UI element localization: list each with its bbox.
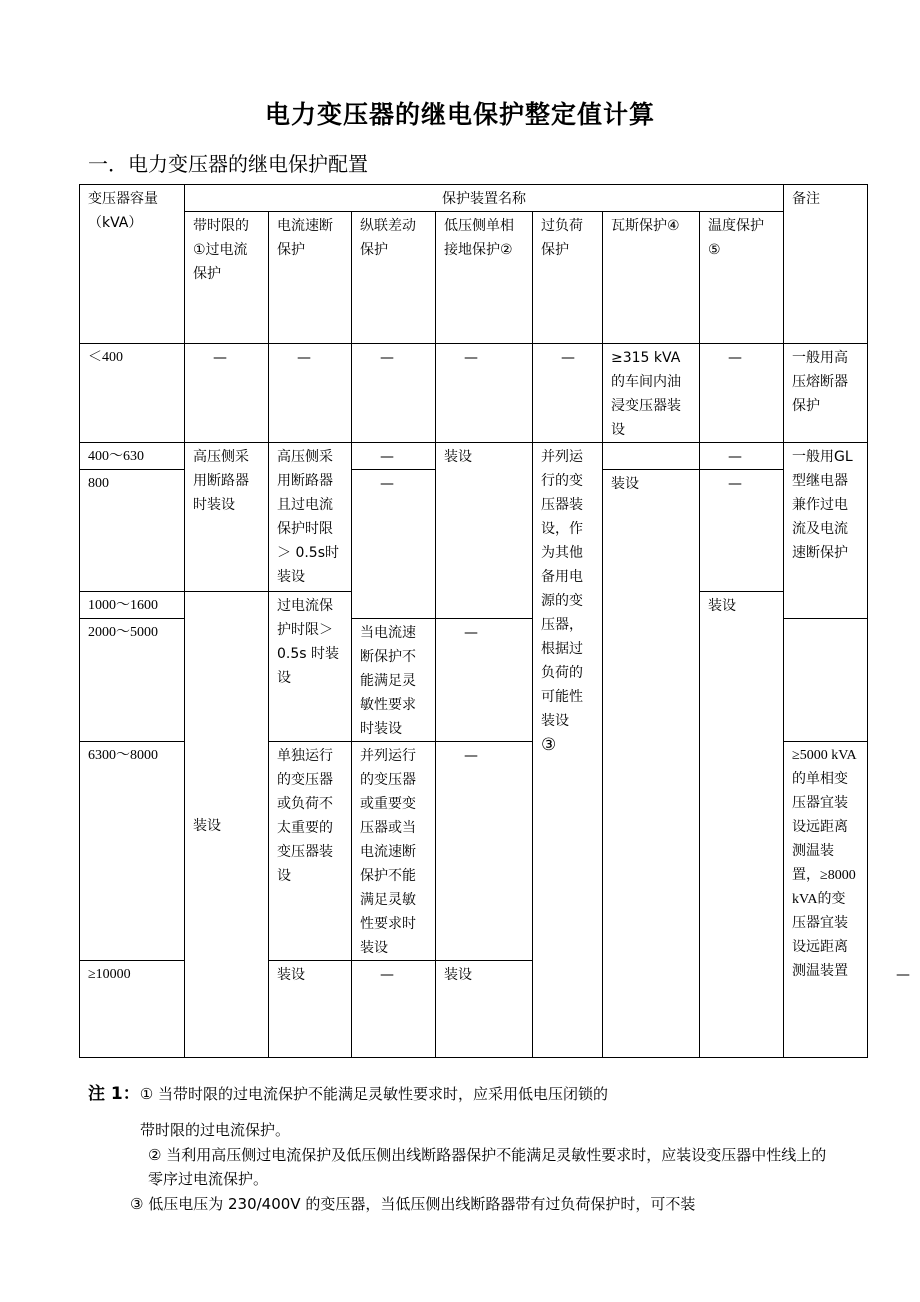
note-6300: ≥5000 kVA的单相变压器宜装设远距离测温装置，≥8000 kVA的变压器宜装设远距离测温装置 (784, 742, 868, 1058)
header-timed-overcurrent: 带时限的①过电流保护 (185, 212, 269, 344)
cell-c3-2000: 当电流速断保护不能满足灵敏性要求时装设 (352, 619, 436, 742)
cell-c2-400: 高压侧采用断路器且过电流保护时限＞ 0.5s时装设 (269, 443, 352, 592)
cell-c3-6300: 并列运行的变压器或重要变压器或当电流速断保护不能满足灵敏性要求时装设 (352, 742, 436, 961)
row-label-400-630: 400～630 (80, 443, 185, 470)
overload-text: 并列运行的变压器装设，作为其他备用电源的变压器，根据过负荷的可能性装设 (541, 449, 583, 729)
cell-overload-merged (533, 443, 603, 1058)
cell-dash: — (533, 344, 603, 443)
cell-gas-lt400: ≥315 kVA的车间内油浸变压器装设 (603, 344, 700, 443)
cell-dash: — (185, 344, 269, 443)
cell-dash: — (352, 470, 436, 619)
note-label: 注 1： (88, 1084, 140, 1104)
note-3: ③ 低压电压为 230/400V 的变压器，当低压侧出线断路器带有过负荷保护时，可不装 (130, 1195, 696, 1213)
cell-dash: — (269, 344, 352, 443)
cell-empty (603, 443, 700, 470)
protection-config-table: 变压器容量（kVA） 保护装置名称 备注 带时限的①过电流保护 电流速断保护 纵联差动保护 低压侧单相接地保护② 过负荷保护 瓦斯保护④ 温度保护⑤ ＜400 — — — — — ≥315 kVA的车间内油浸变压器装设 — 一般用高压熔断器保护 400～630 高压侧采用断路器时装设 高压侧采用断路器且过电流保护时限＞ 0.5s时装设 — 装设 并列运行的变压器装设，作为其他备用电源的变压器，根据过负荷的可能性装设 ③ — 一般用GL型继电器兼作过电流及电流速断保护 800 — 装设 — 1000～1600 装设 过电流保护时限＞0.5s 时装设 装设 2000～5000 当电流速断保护不能满足灵敏性要求时装设 — 6300～8000 单独运行的变压器或负荷不太重要的变压器装设 并列运行的变压器或重要变压器或当电流速断保护不能满足灵敏性要求时装设 — ≥5000 kVA的单相变压器宜装设远距离测温装置，≥8000 kVA的变压器宜装设远距离测温装置 ≥10000 装设 — 装设 — (79, 184, 868, 1058)
row-label-lt400: ＜400 (80, 344, 185, 443)
note-1 (88, 1080, 608, 1108)
cell-dash: — (700, 470, 784, 592)
cell-c2-1000: 过电流保护时限＞0.5s 时装设 (269, 592, 352, 742)
cell-dash: — (352, 443, 436, 470)
cell-c1-10000: 装设 (269, 961, 352, 1058)
note-1-line-b: 带时限的过电流保护。 (140, 1121, 291, 1139)
header-protection-group: 保护装置名称 (185, 185, 784, 212)
section-heading: 一．电力变压器的继电保护配置 (88, 152, 368, 176)
cell-gas-install: 装设 (603, 470, 700, 1058)
note-400: 一般用GL型继电器兼作过电流及电流速断保护 (784, 443, 868, 619)
overload-circle: ③ (541, 735, 557, 755)
row-label-6300-8000: 6300～8000 (80, 742, 185, 961)
cell-c1-400: 高压侧采用断路器时装设 (185, 443, 269, 592)
row-label-2000-5000: 2000～5000 (80, 619, 185, 742)
cell-c4-install: 装设 (436, 443, 533, 619)
cell-dash: — (700, 443, 784, 470)
page-title: 电力变压器的继电保护整定值计算 (264, 100, 655, 129)
cell-dash: — (352, 961, 436, 1058)
cell-dash: — (352, 344, 436, 443)
header-gas: 瓦斯保护④ (603, 212, 700, 344)
header-note: 备注 (784, 185, 868, 344)
header-capacity: 变压器容量（kVA） (80, 185, 185, 344)
cell-dash: — (700, 344, 784, 443)
cell-dash: — (436, 344, 533, 443)
header-differential: 纵联差动保护 (352, 212, 436, 344)
row-label-1000-1600: 1000～1600 (80, 592, 185, 619)
note-lt400: 一般用高压熔断器保护 (784, 344, 868, 443)
cell-c3-10000: 装设 (436, 961, 533, 1058)
cell-temp-install: 装设 (700, 592, 784, 1058)
cell-dash: — (436, 619, 533, 742)
header-overload: 过负荷保护 (533, 212, 603, 344)
cell-c1-install: 装设 (185, 592, 269, 1058)
note-2: ② 当利用高压侧过电流保护及低压侧出线断路器保护不能满足灵敏性要求时，应装设变压器中性线上的零序过电流保护。 (148, 1146, 827, 1188)
header-instantaneous: 电流速断保护 (269, 212, 352, 344)
row-label-800: 800 (80, 470, 185, 592)
header-temperature: 温度保护⑤ (700, 212, 784, 344)
cell-c2-6300: 单独运行的变压器或负荷不太重要的变压器装设 (269, 742, 352, 961)
header-ground-fault: 低压侧单相接地保护② (436, 212, 533, 344)
note-1-line-a: ① 当带时限的过电流保护不能满足灵敏性要求时，应采用低电压闭锁的 (139, 1085, 608, 1103)
cell-empty (784, 619, 868, 742)
cell-dash: — (436, 742, 533, 961)
row-label-ge10000: ≥10000 (80, 961, 185, 1058)
